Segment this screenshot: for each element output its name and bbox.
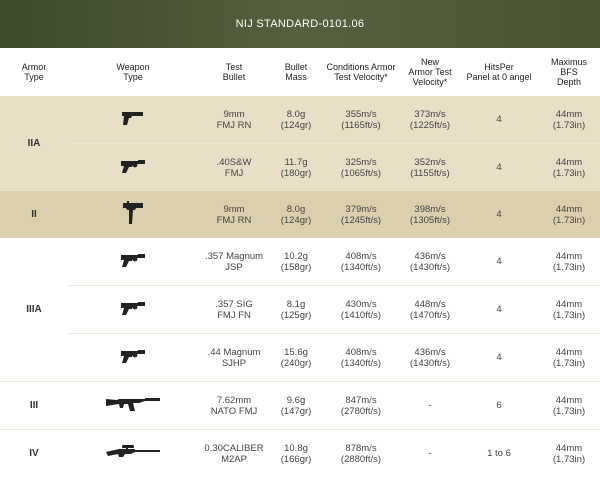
header-hits-per-panel: HitsPer Panel at 0 angel [460, 48, 538, 96]
table-row [0, 382, 600, 430]
hits-cell: 4 [460, 191, 538, 238]
table-row [0, 144, 600, 192]
bullet-mass-cell: 10.8g (166gr) [270, 430, 322, 478]
hits-cell: 6 [460, 382, 538, 430]
weapon-cell [68, 238, 198, 286]
bullet-mass-cell: 9.6g (147gr) [270, 382, 322, 430]
bfs-depth-cell: 44mm (1.73in) [538, 144, 600, 192]
hits-cell: 4 [460, 238, 538, 286]
header-armor-type: Armor Type [0, 48, 68, 96]
weapon-cell [68, 144, 198, 192]
header-row [0, 48, 600, 96]
armor-type-cell: III [0, 382, 68, 430]
table-row [0, 430, 600, 478]
test-bullet-cell: .357 Magnum JSP [198, 238, 270, 286]
new-velocity-cell: 373m/s (1225ft/s) [400, 96, 460, 144]
conditions-velocity-cell: 379m/s (1245ft/s) [322, 191, 400, 238]
test-bullet-cell: 9mm FMJ RN [198, 96, 270, 144]
sniper-rifle-icon [105, 444, 161, 460]
test-bullet-cell: .357 SIG FMJ FN [198, 286, 270, 334]
bfs-depth-cell: 44mm (1.73in) [538, 191, 600, 238]
bullet-mass-cell: 8.0g (124gr) [270, 191, 322, 238]
bfs-depth-cell: 44mm (1.73in) [538, 238, 600, 286]
bfs-depth-cell: 44mm (1.73in) [538, 382, 600, 430]
header-weapon-type: Weapon Type [68, 48, 198, 96]
hits-cell: 1 to 6 [460, 430, 538, 478]
table-row [0, 286, 600, 334]
test-bullet-cell: .44 Magnum SJHP [198, 334, 270, 382]
conditions-velocity-cell: 408m/s (1340ft/s) [322, 334, 400, 382]
conditions-velocity-cell: 878m/s (2880ft/s) [322, 430, 400, 478]
bfs-depth-cell: 44mm (1.73in) [538, 430, 600, 478]
test-bullet-cell: 0.30CALIBER M2AP [198, 430, 270, 478]
weapon-cell [68, 334, 198, 382]
title-banner [0, 0, 600, 48]
conditions-velocity-cell: 355m/s (1165ft/s) [322, 96, 400, 144]
bfs-depth-cell: 44mm (1.73in) [538, 286, 600, 334]
table-row [0, 334, 600, 382]
test-bullet-cell: .40S&W FMJ [198, 144, 270, 192]
bullet-mass-cell: 10.2g (158gr) [270, 238, 322, 286]
header-new-velocity: New Armor Test Velocity* [400, 48, 460, 96]
new-velocity-cell: 398m/s (1305ft/s) [400, 191, 460, 238]
armor-type-cell: IV [0, 430, 68, 478]
bfs-depth-cell: 44mm (1.73in) [538, 334, 600, 382]
header-conditions-velocity: Conditions Armor Test Velocity* [322, 48, 400, 96]
hits-cell: 4 [460, 334, 538, 382]
table-title: NIJ STANDARD-0101.06 [235, 18, 365, 30]
revolver-icon [120, 158, 146, 174]
armor-type-cell: II [0, 191, 68, 238]
new-velocity-cell: 448m/s (1470ft/s) [400, 286, 460, 334]
new-velocity-cell: 436m/s (1430ft/s) [400, 238, 460, 286]
bullet-mass-cell: 8.1g (125gr) [270, 286, 322, 334]
bfs-depth-cell: 44mm (1.73in) [538, 96, 600, 144]
weapon-cell [68, 96, 198, 144]
revolver-icon [120, 348, 146, 364]
rifle-icon [105, 396, 161, 412]
armor-type-cell: IIIA [0, 238, 68, 382]
nij-standard-table [0, 48, 600, 477]
conditions-velocity-cell: 408m/s (1340ft/s) [322, 238, 400, 286]
bullet-mass-cell: 8.0g (124gr) [270, 96, 322, 144]
weapon-cell [68, 286, 198, 334]
table-row [0, 96, 600, 144]
weapon-cell [68, 382, 198, 430]
new-velocity-cell: - [400, 430, 460, 478]
header-max-bfs-depth: Maximus BFS Depth [538, 48, 600, 96]
new-velocity-cell: 352m/s (1155ft/s) [400, 144, 460, 192]
bullet-mass-cell: 15.6g (240gr) [270, 334, 322, 382]
pistol-icon [121, 110, 145, 126]
test-bullet-cell: 9mm FMJ RN [198, 191, 270, 238]
header-bullet-mass: Bullet Mass [270, 48, 322, 96]
weapon-cell [68, 191, 198, 238]
revolver-icon [120, 252, 146, 268]
new-velocity-cell: - [400, 382, 460, 430]
hits-cell: 4 [460, 144, 538, 192]
revolver-icon [120, 300, 146, 316]
submachine-gun-icon [121, 200, 145, 226]
conditions-velocity-cell: 430m/s (1410ft/s) [322, 286, 400, 334]
test-bullet-cell: 7.62mm NATO FMJ [198, 382, 270, 430]
weapon-cell [68, 430, 198, 478]
hits-cell: 4 [460, 96, 538, 144]
header-test-bullet: Test Bullet [198, 48, 270, 96]
conditions-velocity-cell: 847m/s (2780ft/s) [322, 382, 400, 430]
armor-type-cell: IIA [0, 96, 68, 191]
new-velocity-cell: 436m/s (1430ft/s) [400, 334, 460, 382]
table-row [0, 238, 600, 286]
hits-cell: 4 [460, 286, 538, 334]
conditions-velocity-cell: 325m/s (1065ft/s) [322, 144, 400, 192]
bullet-mass-cell: 11.7g (180gr) [270, 144, 322, 192]
table-row [0, 191, 600, 238]
